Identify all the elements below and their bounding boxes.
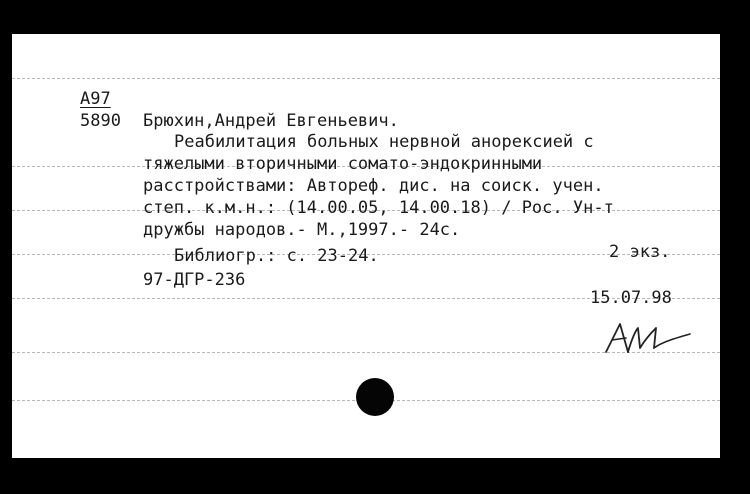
card-ruling-line — [12, 78, 720, 79]
bibliography-note: Библиогр.: с. 23-24. — [174, 246, 379, 266]
title-line: степ. к.м.н.: (14.00.05, 14.00.18) / Рос. Ун-т — [143, 198, 614, 218]
author-mark: 5890 — [80, 111, 121, 131]
title-line: дружбы народов.- М.,1997.- 24с. — [143, 220, 461, 240]
title-line: тяжелыми вторичными сомато-эндокринными — [143, 154, 543, 174]
title-line: Реабилитация больных нервной анорексией с — [174, 132, 594, 152]
shelf-mark: A97 — [80, 89, 111, 109]
author-heading: Брюхин,Андрей Евгеньевич. — [143, 111, 399, 131]
copies-count: 2 экз. — [609, 242, 671, 262]
punch-hole — [356, 378, 394, 416]
title-line: расстройствами: Автореф. дис. на соиск. учен. — [143, 176, 604, 196]
accession-number: 97-ДГР-236 — [143, 270, 246, 290]
processing-date: 15.07.98 — [590, 288, 672, 308]
catalog-card — [12, 34, 720, 458]
handwritten-signature — [602, 318, 702, 358]
